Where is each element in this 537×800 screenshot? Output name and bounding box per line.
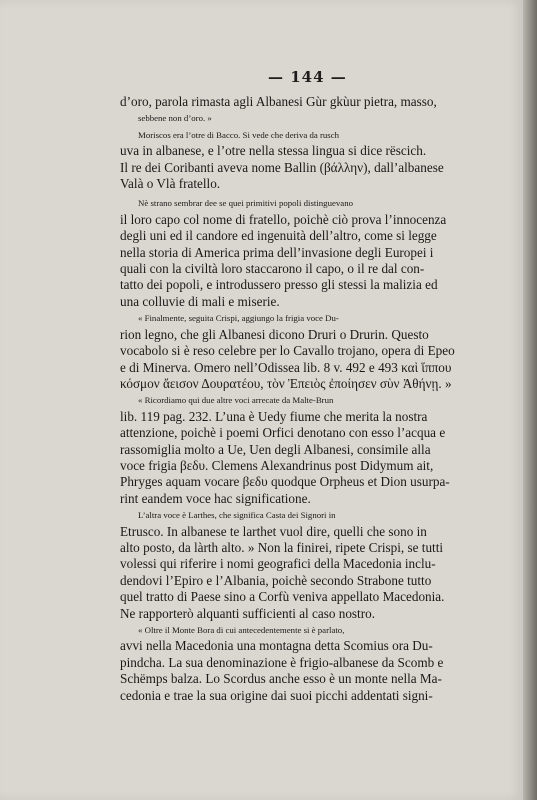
text-line: e di Minerva. Omero nell’Odissea lib. 8 v. 492 e 493 καὶ ἵππου (120, 359, 452, 375)
text-line: « Oltre il Monte Bora di cui antecedentemente si è parlato, (138, 625, 345, 635)
text-line: una colluvie di mali e miserie. (120, 293, 280, 309)
text-line: dendovi l’Epiro e l’Albania, poichè secondo Strabone tutto (120, 572, 432, 588)
text-line: nella storia di America prima dell’invasione degli Europei i (120, 244, 434, 260)
text-line: pindcha. La sua denominazione è frigio-albanese da Scomb e (120, 654, 444, 670)
text-line: degli uni ed il candore ed ingenuità dell’altro, come si legge (120, 228, 437, 244)
text-line: Nè strano sembrar dee se quei primitivi popoli distinguevano (138, 198, 353, 209)
text-line: vocabolo si è reso celebre per lo Cavallo trojano, opera di Epeo (120, 343, 455, 359)
text-line: attenzione, poichè i poemi Orfici denotano con esso l’acqua e (120, 425, 446, 441)
text-line: sebbene non d’oro. » (138, 113, 212, 124)
text-line: « Ricordiamo qui due altre voci arrecate da Malte-Brun (138, 395, 334, 406)
text-line: Etrusco. In albanese te larthet vuol dire, quelli che sono in (120, 523, 427, 539)
text-line: alto posto, da làrth alto. » Non la finirei, ripete Crispi, se tutti (120, 539, 444, 555)
text-line: quel tratto di Paese sino a Corfù veniva appellato Macedonia. (120, 589, 445, 605)
text-line: voce frigia βεδυ. Clemens Alexandrinus post Didymum ait, (120, 457, 434, 473)
text-line: Il re dei Coribanti aveva nome Ballin (βάλλην), dall’albanese (120, 159, 444, 175)
text-line: tatto dei popoli, e introdussero presso gli stessi la malizia ed (120, 277, 438, 293)
text-line: rint eandem voce hac significatione. (120, 490, 311, 506)
text-line: Schëmps balza. Lo Scordus anche esso è un monte nella Ma- (120, 671, 442, 687)
text-line: Phryges aquam vocare βεδυ quodque Orpheus et Dion usurpa- (120, 474, 450, 490)
text-line: d’oro, parola rimasta agli Albanesi Gùr gkùur pietra, masso, (120, 94, 437, 109)
text-line: rion legno, che gli Albanesi dicono Druri o Drurin. Questo (120, 326, 429, 342)
page-number: — 144 — (268, 68, 347, 86)
text-line: uva in albanese, e l’otre nella stessa lingua si dice rëscich. (120, 143, 427, 159)
text-line: Valà o Vlà fratello. (120, 176, 221, 192)
text-line: il loro capo col nome di fratello, poichè ciò prova l’innocenza (120, 211, 447, 227)
text-line: Moriscos era l’otre di Bacco. Si vede che deriva da rusch (138, 129, 340, 140)
text-line: rassomiglia molto a Ue, Uen degli Albanesi, consimile alla (120, 441, 431, 457)
text-line: avvi nella Macedonia una montagna detta Scomius ora Du- (120, 638, 433, 654)
text-line: volessi qui riferire i nomi geografici della Macedonia inclu- (120, 556, 436, 572)
page-text (120, 94, 477, 704)
text-line: cedonia e trae la sua origine dai suoi picchi addentati signi- (120, 687, 433, 703)
text-line: L’altra voce è Larthes, che significa Casta dei Signori in (138, 510, 336, 521)
book-binding-edge (523, 0, 537, 800)
text-line: Ne rapporterò alquanti sufficienti al caso nostro. (120, 605, 375, 621)
text-line: lib. 119 pag. 232. L’una è Uedy fiume che merita la nostra (120, 408, 428, 424)
text-line: quali con la civiltà loro staccarono il capo, o il re dal con- (120, 261, 425, 277)
text-line: κόσμον ἄεισον Δουρατέου, τὸν Ἐπειὸς ἐποίησεν σὺν Ἀθήνῃ. » (120, 375, 452, 391)
text-line: « Finalmente, seguita Crispi, aggiungo la frigia voce Du- (138, 313, 339, 324)
